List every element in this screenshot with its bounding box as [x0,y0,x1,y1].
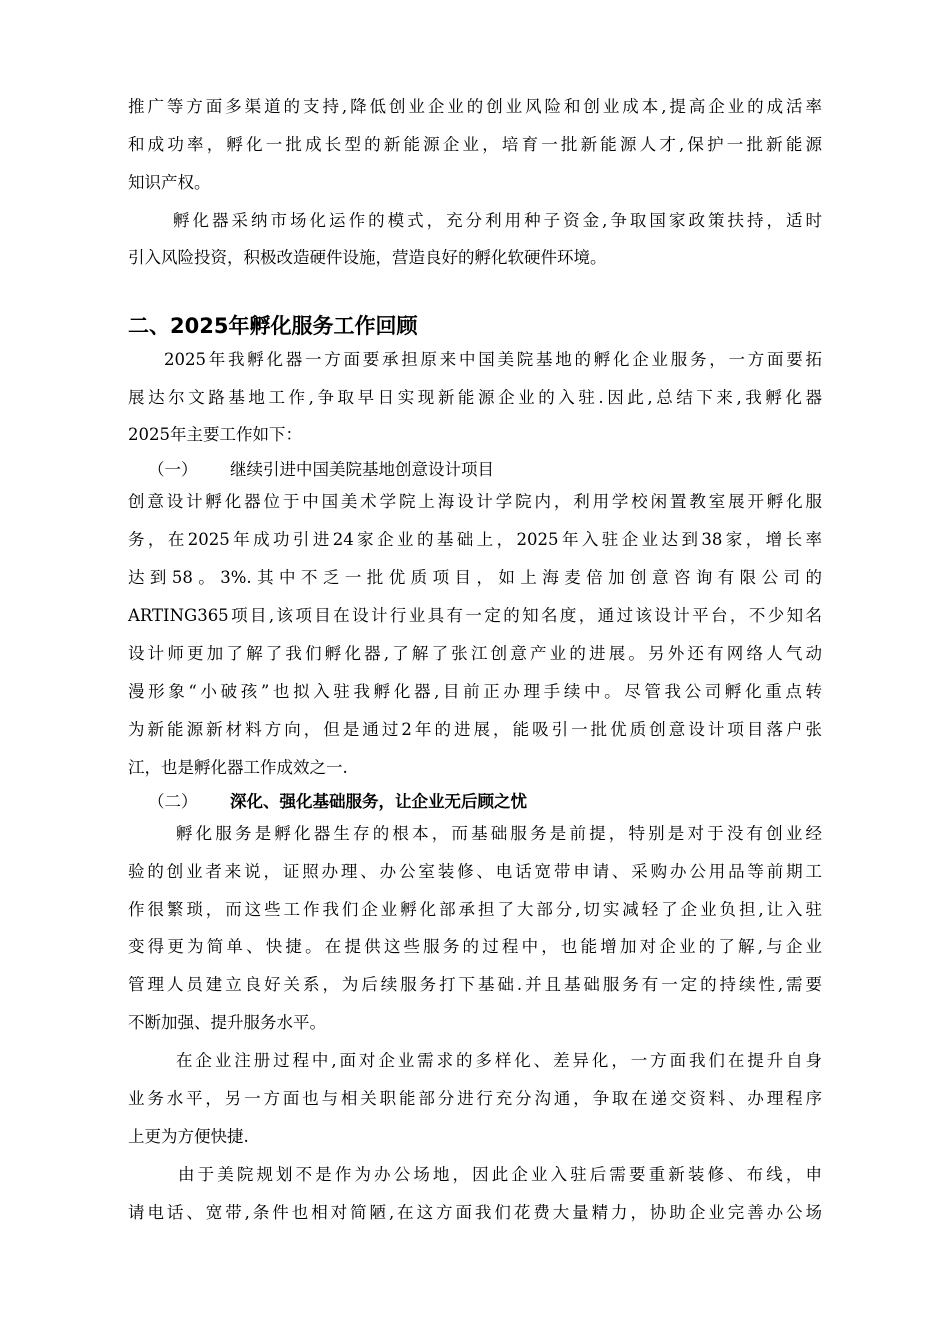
paragraph-line: 创意设计孵化器位于中国美术学院上海设计学院内，利用学校闲置教室展开孵化服 [128,492,822,511]
paragraph-line: 设计师更加了解了我们孵化器,了解了张江创意产业的进展。另外还有网络人气动 [128,644,822,663]
paragraph-line: 业务水平，另一方面也与相关职能部分进行充分沟通，争取在递交资料、办理程序 [128,1089,822,1108]
paragraph-line: 孵化器采纳市场化运作的模式，充分利用种子资金,争取国家政策扶持，适时 [173,211,822,230]
paragraph-line: 江，也是孵化器工作成效之一. [128,758,348,777]
paragraph-line: ARTING365项目,该项目在设计行业具有一定的知名度，通过该设计平台，不少知名 [128,606,822,625]
paragraph-line: 变得更为简单、快捷。在提供这些服务的过程中，也能增加对企业的了解,与企业 [128,937,822,956]
paragraph-line: 务，在2025年成功引进24家企业的基础上，2025年入驻企业达到38家，增长率 [128,530,822,549]
paragraph-line: 漫形象“小破孩”也拟入驻我孵化器,目前正办理手续中。尽管我公司孵化重点转 [128,682,822,701]
paragraph-line: 由于美院规划不是作为办公场地，因此企业入驻后需要重新装修、布线，申 [178,1165,822,1184]
paragraph-line: 知识产权。 [128,173,211,192]
paragraph-line: 验的创业者来说，证照办理、办公室装修、电话宽带申请、采购办公用品等前期工 [128,862,822,881]
subsection-heading-1 [148,458,494,482]
subsection-heading-2 [148,790,527,814]
paragraph-line: 引入风险投资，积极改造硬件设施，营造良好的孵化软硬件环境。 [128,248,607,267]
paragraph-line: 推广等方面多渠道的支持,降低创业企业的创业风险和创业成本,提高企业的成活率 [128,97,822,116]
paragraph-line: 2025年主要工作如下： [128,425,302,444]
paragraph-line: 孵化服务是孵化器生存的根本，而基础服务是前提，特别是对于没有创业经 [176,824,822,843]
paragraph-line: 展达尔文路基地工作,争取早日实现新能源企业的入驻.因此,总结下来,我孵化器 [128,388,822,407]
paragraph-line: 2025年我孵化器一方面要承担原来中国美院基地的孵化企业服务，一方面要拓 [164,350,822,369]
paragraph-line: 和成功率，孵化一批成长型的新能源企业，培育一批新能源人才,保护一批新能源 [128,135,822,154]
subsection-title: 继续引进中国美院基地创意设计项目 [230,460,494,479]
paragraph-line: 达到58。3%.其中不乏一批优质项目，如上海麦倍加创意咨询有限公司的 [128,568,822,587]
subsection-title: 深化、强化基础服务，让企业无后顾之忧 [230,792,527,811]
section-heading: 二、2025年孵化服务工作回顾 [128,314,418,338]
paragraph-line: 管理人员建立良好关系，为后续服务打下基础.并且基础服务有一定的持续性,需要 [128,975,822,994]
subsection-number: （一） [148,460,198,479]
paragraph-line: 请电话、宽带,条件也相对简陋,在这方面我们花费大量精力，协助企业完善办公场 [128,1203,822,1222]
paragraph-line: 作很繁琐，而这些工作我们企业孵化部承担了大部分,切实减轻了企业负担,让入驻 [128,900,822,919]
subsection-number: （二） [148,792,198,811]
paragraph-line: 不断加强、提升服务水平。 [128,1013,326,1032]
paragraph-line: 为新能源新材料方向，但是通过2年的进展，能吸引一批优质创意设计项目落户张 [128,720,822,739]
paragraph-line: 在企业注册过程中,面对企业需求的多样化、差异化，一方面我们在提升自身 [176,1051,822,1070]
paragraph-line: 上更为方便快捷. [128,1127,249,1146]
